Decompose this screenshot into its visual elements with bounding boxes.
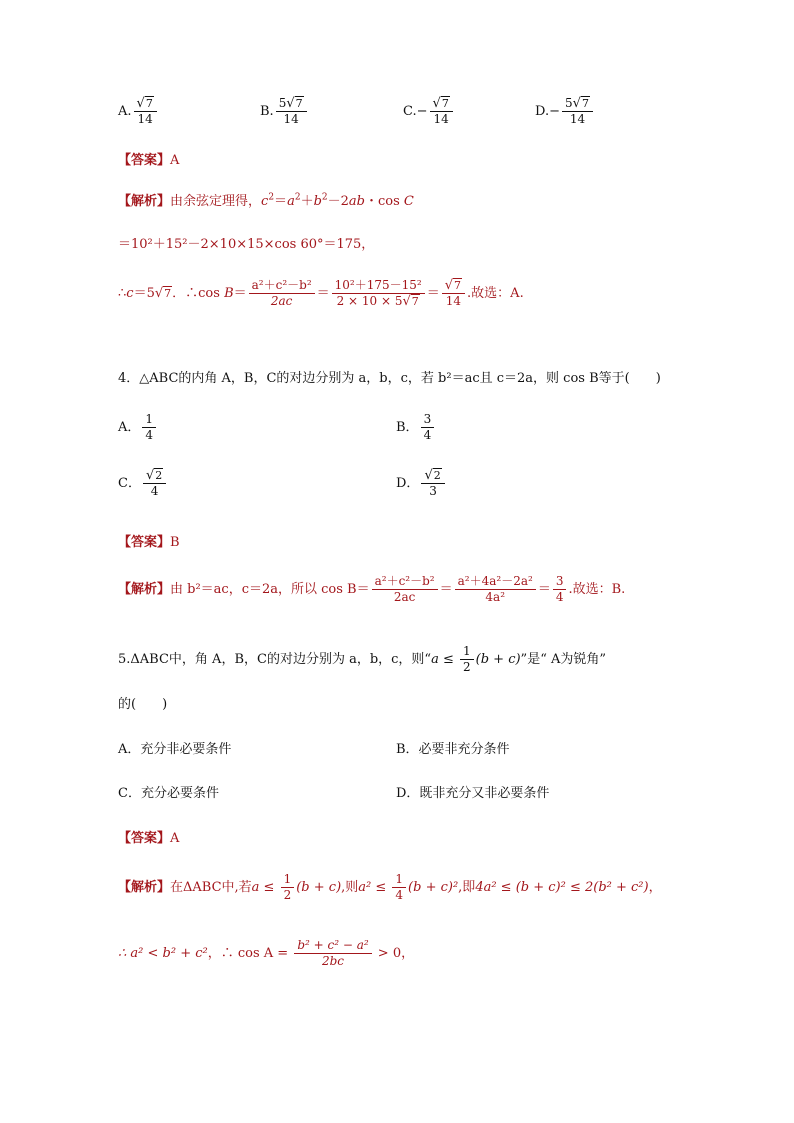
q4-option-a: A． $\frac{1}{4}$ — [118, 412, 158, 443]
q4-stem: 4．△ABC的内角 A，B，C的对边分别为 a，b，c，若 b²＝ac且 c＝2a，则 cos B等于( ) — [118, 371, 661, 386]
q3-option-d: D.− $\frac{5√7}{14}$ — [535, 96, 595, 127]
q3-option-c: C.− $\frac{√7}{14}$ — [403, 96, 455, 127]
q4-analysis: 【解析】由 b²＝ac，c＝2a，所以 cos B＝ $\frac{\text{a²＋c²－b²}}{2ac}$ ＝ $\frac{\text{a²＋4a²－2a²}}{\text{4a²}}$ ＝ $\frac{3}{4}$ .故选：B. — [118, 574, 626, 604]
q5-stem-line2: 的( ) — [118, 697, 168, 712]
q5-stem: 5.ΔABC中，角 A，B，C的对边分别为 a，b，c，则“a ≤ $\frac{1}{2}$ (b + c)”是“ A为锐角” — [118, 644, 607, 674]
q4-option-c: C． $\frac{√2}{4}$ — [118, 468, 168, 499]
q3-option-b: B. $\frac{5√7}{14}$ — [260, 96, 309, 127]
q4-answer: 【答案】B — [118, 535, 180, 550]
q5-option-d: D．既非充分又非必要条件 — [396, 786, 550, 801]
q5-answer: 【答案】A — [118, 831, 180, 846]
q3-answer: 【答案】A — [118, 153, 180, 168]
q5-option-b: B．必要非充分条件 — [396, 742, 510, 757]
q5-option-c: C．充分必要条件 — [118, 786, 219, 801]
q3-analysis-line1: 【解析】由余弦定理得，$c^2=a^2+b^2-2ab$・cos C — [118, 192, 414, 209]
q4-option-d: D． $\frac{√2}{3}$ — [396, 468, 447, 499]
q5-analysis-line2: ∴ a² < b² + c²，∴ cos A = $\frac{\text{b² + c² − a²}}{2bc}$ > 0， — [118, 938, 415, 968]
q3-analysis-line2: ＝10²＋15²－2×10×15×cos 60°＝175， — [118, 237, 375, 252]
q3-option-a: A. $\frac{√7}{14}$ — [118, 96, 159, 127]
q5-analysis-line1: 【解析】在ΔABC中,若a ≤ $\frac{1}{2}$ (b + c),则a² ≤ $\frac{1}{4}$ (b + c)²,即4a² ≤ (b + c)² ≤ 2(b² + c²)， — [118, 872, 662, 902]
q4-option-b: B． $\frac{3}{4}$ — [396, 412, 436, 443]
q5-option-a: A．充分非必要条件 — [118, 742, 232, 757]
q3-analysis-line3: ∴c＝5√7．∴cos B＝ $\frac{\text{a²＋c²－b²}}{2ac}$ ＝ $\frac{\text{10²＋175－15²}}{2 \times 10 \times 5√7}$ ＝ $\frac{√7}{14}$ .故选：A. — [118, 278, 524, 309]
